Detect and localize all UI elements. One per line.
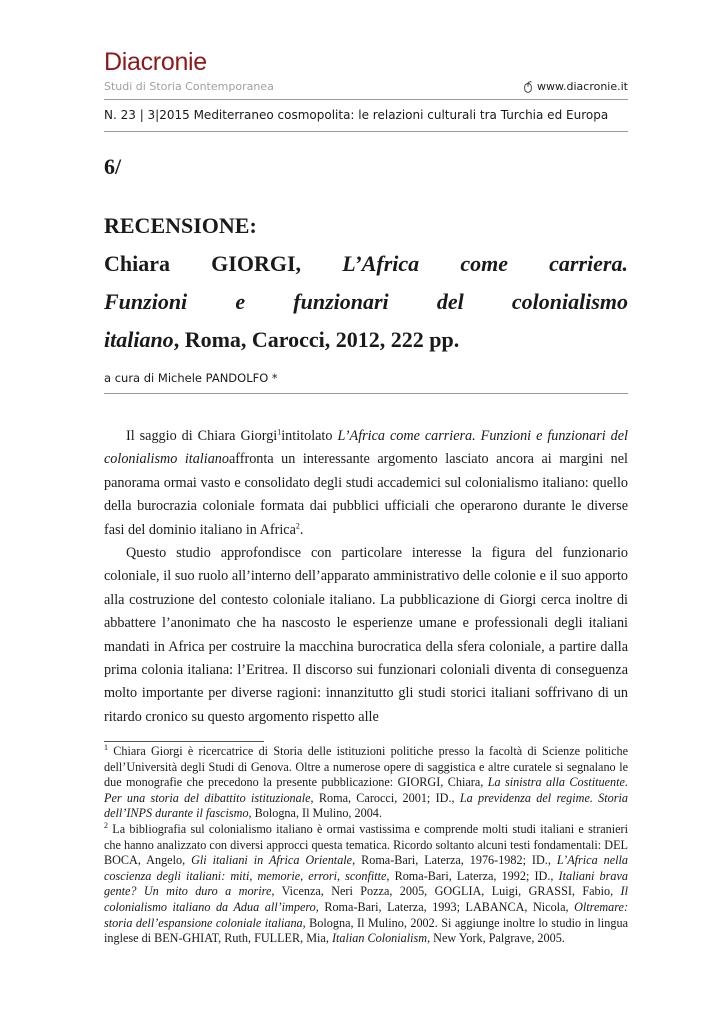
journal-subtitle: Studi di Storia Contemporanea: [104, 80, 274, 93]
title-divider: [104, 393, 628, 394]
issue-divider: [104, 131, 628, 132]
journal-brand[interactable]: Diacronie: [104, 48, 207, 76]
footnote-divider: [104, 741, 264, 742]
website-link[interactable]: [524, 80, 628, 93]
fn2-text-g: , New York, Palgrave, 2005.: [427, 931, 565, 946]
fn2-title-3: Italiani brava gente? Un mito duro a morire: [104, 868, 628, 899]
title-line-3: [104, 283, 628, 321]
article-body: [104, 425, 628, 729]
fn2-text-a: La bibliografia sul colonialismo italiano è ormai vastissima e comprende molti studi italiani e stranieri che hanno analizzato con diversi approcci questa tematica. Ricordo soltanto alcuni testi fondamentali: DEL BOCA, Angelo,: [104, 821, 628, 868]
p1-book-title: L’Africa come carriera. Funzioni e funzionari del colonialismo italiano: [104, 428, 628, 468]
issue-line: N. 23 | 3|2015 Mediterraneo cosmopolita: le relazioni culturali tra Turchia ed Europa: [104, 108, 609, 122]
title-author: Chiara GIORGI,: [104, 251, 343, 276]
footnote-ref-1[interactable]: 1: [277, 427, 282, 437]
fn1-text-a: Chiara Giorgi è ricercatrice di Storia delle istituzioni politiche presso la facoltà di Scienze politiche dell’Università degli Studi di Genova. Oltre a numerose opere di saggistica e altre curatele si segnalano le due monografie che precedono la presente pubblicazione: GIORGI, Chiara,: [104, 744, 628, 790]
title-publication: , Roma, Carocci, 2012, 222 pp.: [173, 327, 460, 352]
footnote-2-number: 2: [104, 820, 108, 830]
fn1-title-2: La previdenza del regime. Storia dell’INPS durante il fascismo: [104, 790, 628, 821]
fn1-title-1: La sinistra alla Costituente. Per una storia del dibattito istituzionale: [104, 775, 628, 805]
fn1-text-c: , Bologna, Il Mulino, 2004.: [248, 806, 382, 821]
mouse-icon: [524, 81, 533, 93]
footnotes: [104, 744, 628, 947]
footnote-1: [104, 744, 628, 822]
paragraph-1: [104, 425, 628, 542]
title-book-part-3: italiano: [104, 327, 174, 352]
fn2-title-4: Il colonialismo italiano da Adua all’impero: [104, 884, 628, 914]
fn2-title-5: Oltremare: storia dell’espansione coloniale italiana: [104, 899, 629, 930]
fn2-text-d: , Vicenza, Neri Pozza, 2005, GOGLIA, Luigi, GRASSI, Fabio,: [271, 884, 621, 899]
p1-text-a: Il saggio di Chiara Giorgi: [126, 428, 278, 444]
fn2-text-c: , Roma-Bari, Laterza, 1992; ID.,: [386, 868, 559, 883]
footnote-ref-2[interactable]: 2: [295, 520, 300, 530]
p1-text-b: intitolato: [281, 428, 338, 444]
fn1-text-b: , Roma, Carocci, 2001; ID.,: [310, 790, 460, 805]
fn2-text-e: , Roma-Bari, Laterza, 1993; LABANCA, Nicola,: [315, 899, 575, 914]
curator-line: a cura di Michele PANDOLFO *: [104, 371, 278, 385]
title-line-4: [104, 321, 628, 359]
fn2-title-6: Italian Colonialism: [331, 931, 428, 946]
website-url[interactable]: www.diacronie.it: [537, 80, 628, 93]
fn2-text-b: , Roma-Bari, Laterza, 1976-1982; ID.,: [352, 853, 557, 868]
header-divider: [104, 99, 628, 100]
title-book-part-2: Funzioni e funzionari del colonialismo: [104, 289, 628, 314]
title-line-2: [104, 245, 628, 283]
article-title: [104, 207, 628, 359]
footnote-1-number: 1: [104, 742, 108, 752]
fn2-title-2: L’Africa nella coscienza degli italiani: miti, memorie, errori, sconfitte: [104, 853, 628, 883]
fn2-title-1: Gli italiani in Africa Orientale: [191, 853, 353, 868]
fn2-text-f: , Bologna, Il Mulino, 2002. Si aggiunge inoltre lo studio in lingua inglese di BEN-GHIAT, Ruth, FULLER, Mia,: [104, 915, 628, 946]
paragraph-2: Questo studio approfondisce con particolare interesse la figura del funzionario coloniale, il suo ruolo all’interno dell’apparato amministrativo delle colonie e il suo apporto alla costruzione del contesto coloniale italiano. La pubblicazione di Giorgi cerca inoltre di abbattere l’anonimato che ha nascosto le esperienze umane e professionali degli italiani mandati in Africa per costruire la macchina burocratica della sfera coloniale, a partire dalla prima colonia italiana: l’Eritrea. Il discorso sui funzionari coloniali diventa di conseguenza molto importante per diverse ragioni: innanzitutto gli studi storici italiani soffrivano di un ritardo cronico su questo argomento rispetto alle: [104, 545, 628, 725]
p1-text-c: affronta un interessante argomento lasciato ancora ai margini nel panorama ormai vasto e consolidato degli studi accademici sul colonialismo italiano: quello della burocrazia coloniale formata dai pubblici ufficiali che operarono durante le diverse fasi del dominio italiano in Africa: [104, 451, 628, 538]
section-number: 6/: [104, 154, 122, 179]
title-book-part-1: L’Africa come carriera.: [342, 251, 628, 276]
footnote-2: [104, 822, 628, 947]
title-label: RECENSIONE:: [104, 213, 257, 238]
p1-text-d: .: [299, 521, 304, 538]
